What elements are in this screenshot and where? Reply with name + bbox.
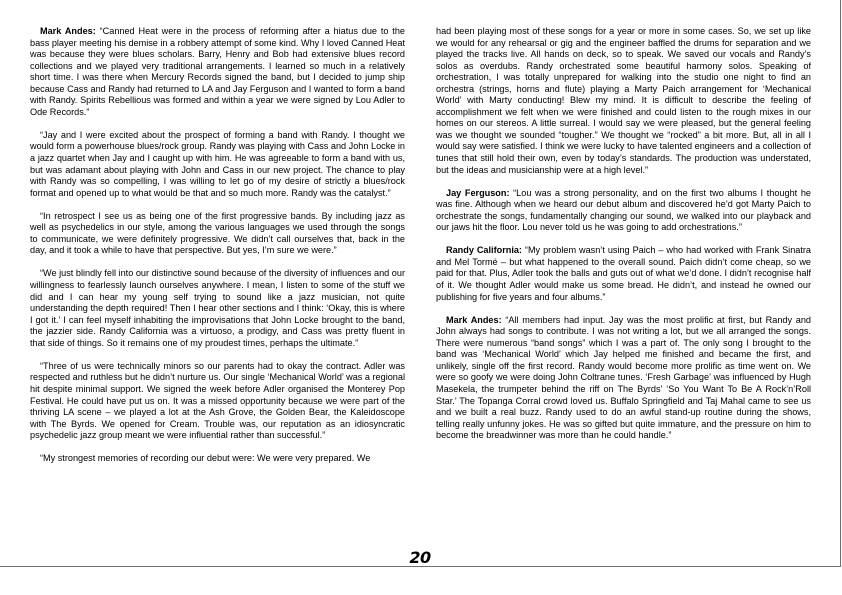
speaker-name: Mark Andes: [40,26,96,36]
paragraph-text: “In retrospect I see us as being one of the first progressive bands. By including jazz as well as psychedelics in our style, among the various languages we used through the songs to communicate, we were definitely progressive. We didn’t call ourselves that, back in the day, and it took a while to have that perspective. But yes, I’m sure we were.” [30,210,405,256]
paragraph [436,188,811,234]
paragraph-text: “Canned Heat were in the process of reforming after a hiatus due to the bass player meeting his demise in a robbery attempt of some kind. Why I loved Canned Heat was because they were blues scholars. Barry, Henry and Bob had extensive blues record collections and we played very traditional arrangements. I learned so much in a relatively short time. I was there when Mercury Records signed the band, but I decided to jump ship because Cass and Randy had returned to LA and Jay Ferguson and I wanted to form a band with Randy. Spirits Rebellious was formed and within a year we were signed by Lou Adler to Ode Records.” [30,26,405,117]
paragraph-text: “All members had input. Jay was the most prolific at first, but Randy and John always had songs to contribute. I was not writing a lot, but we all arranged the songs. There were numerous “band songs” which I was a part of. The only song I brought to the band was ‘Mechanical World’ which Jay helped me finished and became the first, and unlikely, single off the first record. Randy would become more prolific as time went on. We were so goofy we were doing John Coltrane tunes. ‘Fresh Garbage’ was influenced by Hugh Masekela, the trumpeter behind the riff on The Byrds’ ‘So You Want To Be A Rock’n’Roll Star.’ The Topanga Corral crowd loved us. Buffalo Springfield and Taj Mahal came to see us and we built a real buzz. Randy used to do an awful stand-up routine during the shows, telling really unfunny jokes. He was so gifted but quite immature, and the pressure on him to become the breadwinner was more than he could handle.” [436,314,811,441]
paragraph [436,315,811,442]
paragraph-text: “Lou was a strong personality, and on the first two albums I thought he was fine. Although when we heard our debut album and discovered he’d got Marty Paich to orchestrate the songs, fundamentally changing our sound, we walked into our playback and our jaws hit the floor. Lou never told us he was going to add orchestrations.” [436,187,811,233]
paragraph [30,26,405,118]
paragraph [30,453,405,465]
speaker-name: Mark Andes: [446,314,502,325]
paragraph [30,211,405,257]
paragraph [30,361,405,442]
paragraph-text: “My problem wasn’t using Paich – who had worked with Frank Sinatra and Mel Tormé – but what happened to the overall sound. Paich didn’t come cheap, so we paid for that. Plus, Adler took the balls and guts out of what we’d done. I didn’t recognise half of it. We thought Adler would make us some bread. He didn’t, and instead he owned our publishing for five years and four albums.” [436,245,812,302]
paragraph [30,130,405,199]
paragraph [436,245,811,303]
paragraph-text: “Jay and I were excited about the prospect of forming a band with Randy. I thought we would form a powerhouse blues/rock group. Randy was playing with Cass and John Locke in a jazz quartet when Jay and I caught up with him. He was agreeable to form a band with us, but was adamant about playing with John and Cass in our new project. The chance to play with Randy was so compelling, I was willing to let go of my desire of strictly a blues/rock format and opened up to what would be that and so much more. Randy was the catalyst.” [30,129,405,198]
paragraph [436,26,811,176]
paragraph [30,268,405,349]
left-column [30,26,405,476]
paragraph-text: had been playing most of these songs for a year or more in some cases. So, we set up like we would for any rehearsal or gig and the engineer baffled the drums for separation and we played the tracks live. All hands on deck, so to speak. We saved our vocals and Randy’s solos as overdubs. Randy orchestrated some beautiful harmony solos. Speaking of orchestration, I was totally unprepared for walking into the studio one night to find an orchestra (strings, horns and flute) playing a Marty Paich arrangement for ‘Mechanical World’ with Marty conducting! Blew my mind. It is difficult to describe the feeling of accomplishment we felt when we were finished and could listen to the rough mixes in our homes on our stereos. A little surreal. I would say we were pleased, but the general feeling was we thought we sounded “tougher.” We thought we “rocked” a bit more. But, all in all I would say were satisfied. I think we were lucky to have talented engineers and a collection of tunes that still hold their own, even by today’s standards. The production was understated, but the ideas and musicianship were at a high level.” [436,26,811,175]
right-column [436,26,811,453]
paragraph-text: “We just blindly fell into our distinctive sound because of the diversity of influences and our willingness to fearlessly launch ourselves anywhere. I mean, I listen to some of the stuff we did and I can hear my young self trying to sound like a jazz musician, not quite understanding the depth required! Then I hear other sections and I think: ‘Okay, this is where I got it.’ I can feel myself inhabiting the improvisations that John Locke brought to the band, the jazzier side. Randy California was a virtuoso, a prodigy, and Cass was pretty fluent in that side of things. So it remains one of my proudest times, perhaps the ultimate.” [30,268,405,348]
page-number: 20 [409,548,431,567]
paragraph-text: “My strongest memories of recording our debut were: We were very prepared. We [40,453,371,464]
paragraph-text: “Three of us were technically minors so our parents had to okay the contract. Adler was respected and ruthless but he didn’t nurture us. Our single ‘Mechanical World’ was a regional hit despite minimal support. We signed the week before Adler organised the Monterey Pop Festival. He could have put us on. It was a missed opportunity because we were part of the thriving LA scene – we played a lot at the Ash Grove, the Golden Bear, the Kaleidoscope with The Byrds. We opened for Cream. Trouble was, our reputation as an idiosyncratic psychedelic jazz group meant we were influential rather than successful.” [30,360,405,441]
speaker-name: Jay Ferguson: [446,187,510,198]
speaker-name: Randy California: [446,245,522,256]
